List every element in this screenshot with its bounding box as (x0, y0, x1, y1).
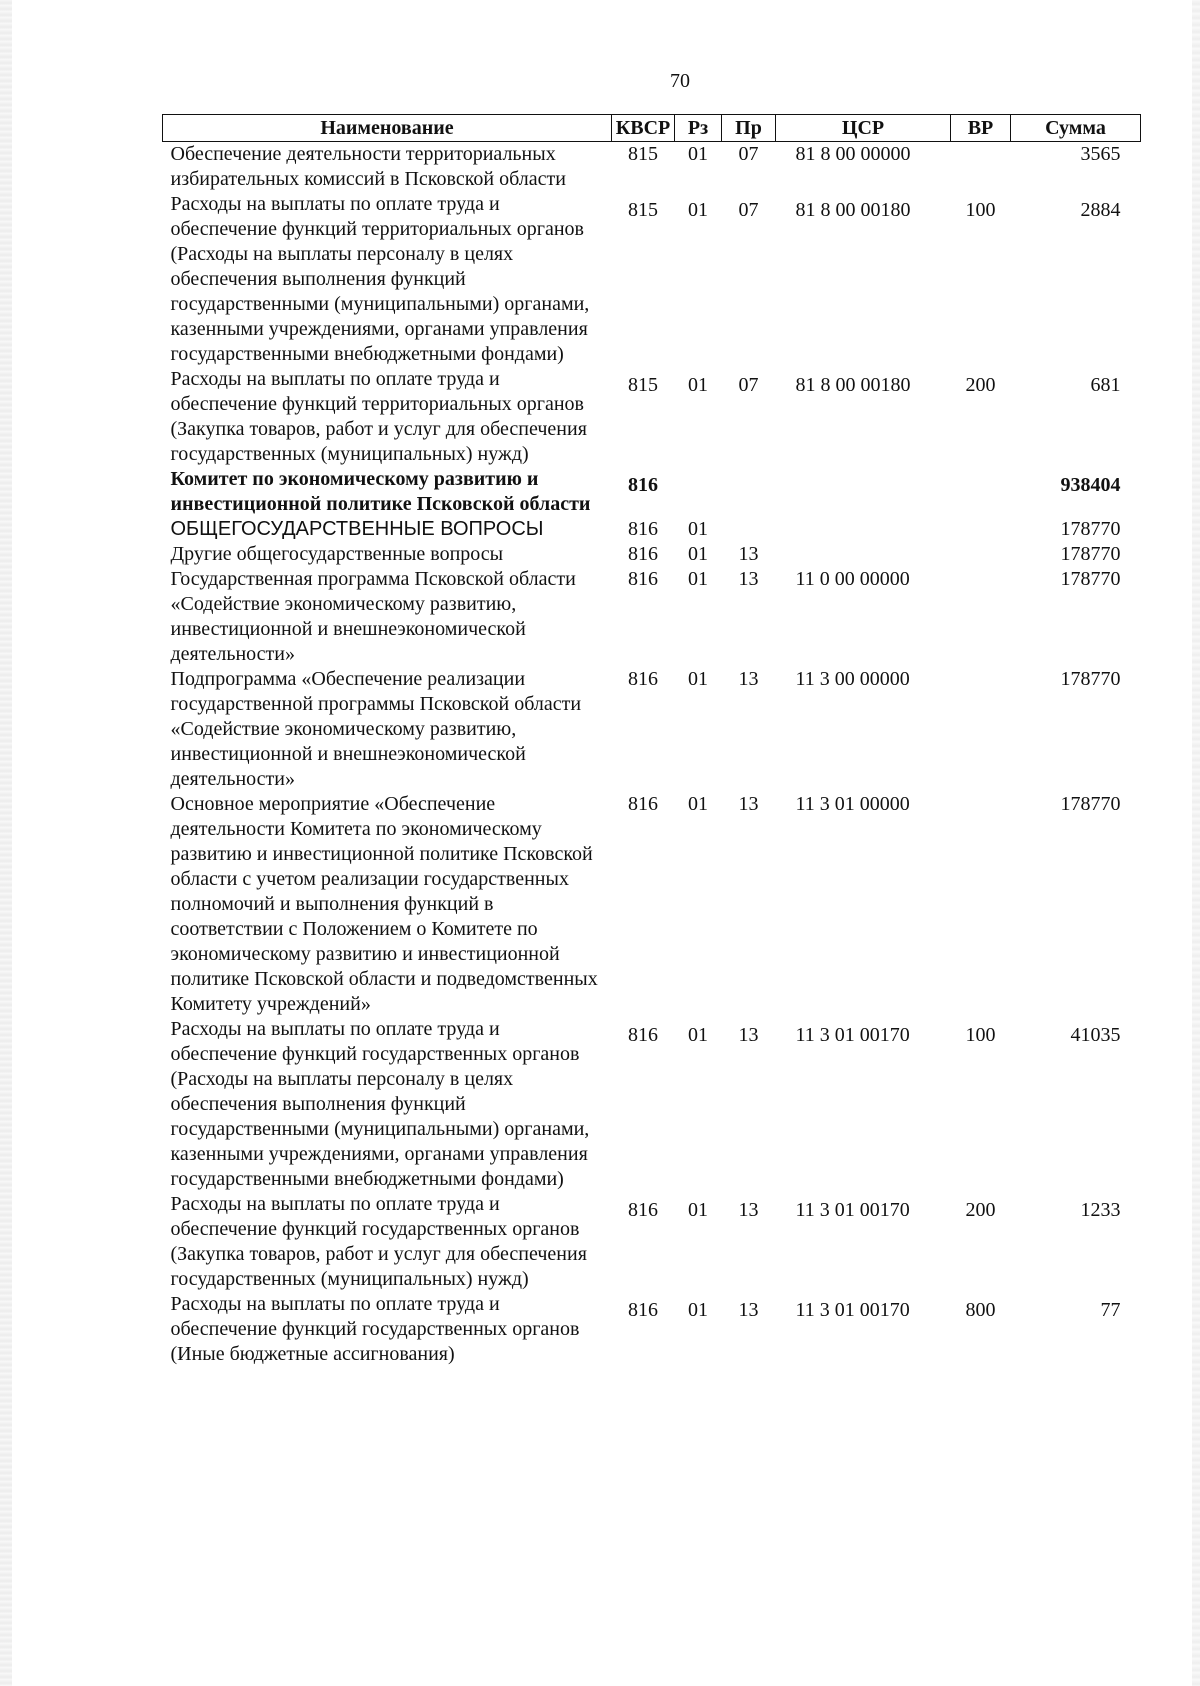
header-csr: ЦСР (776, 115, 951, 142)
table-row (163, 1292, 1141, 1367)
cell-csr: 11 3 01 00170 (795, 1299, 910, 1321)
cell-pr: 13 (738, 1199, 759, 1221)
cell-rz: 01 (688, 199, 708, 221)
table-row (163, 517, 1141, 542)
cell-rz (675, 467, 722, 517)
cell-name: Другие общегосударственные вопросы (170, 543, 504, 565)
cell-csr: 11 3 01 00170 (795, 1024, 910, 1046)
cell-pr: 13 (738, 568, 759, 590)
cell-sum: 178770 (1060, 793, 1121, 815)
cell-sum: 2884 (1080, 199, 1121, 221)
header-pr: Пр (722, 115, 776, 142)
table-row (163, 367, 1141, 467)
cell-vr: 100 (965, 199, 996, 221)
cell-kvsr: 815 (628, 374, 658, 396)
table-row (163, 1192, 1141, 1292)
cell-kvsr: 816 (628, 568, 658, 590)
cell-sum: 1233 (1080, 1199, 1121, 1221)
cell-vr: 100 (965, 1024, 996, 1046)
scan-left-edge (0, 0, 12, 1686)
cell-name: Комитет по экономическому развитию и инвестиционной политике Псковской области (170, 468, 591, 515)
cell-csr (776, 467, 951, 517)
cell-csr (776, 542, 951, 567)
cell-kvsr: 816 (628, 518, 658, 540)
cell-pr: 07 (738, 374, 759, 396)
cell-rz: 01 (688, 1024, 708, 1046)
cell-sum: 178770 (1060, 568, 1121, 590)
cell-rz: 01 (688, 793, 708, 815)
table-row (163, 142, 1141, 193)
table-header-row (163, 115, 1141, 142)
cell-name: Расходы на выплаты по оплате труда и обеспечение функций территориальных органов (Расходы на выплаты персоналу в целях обеспечения выполнения функций государственными (муниципальными) органами, казенными учреждениями, органами управления государственными внебюджетными фондами) (170, 193, 590, 365)
cell-pr: 07 (738, 143, 759, 165)
cell-rz: 01 (688, 543, 708, 565)
cell-sum: 681 (1090, 374, 1121, 396)
cell-kvsr: 816 (628, 668, 658, 690)
table-row (163, 567, 1141, 667)
cell-rz: 01 (688, 1199, 708, 1221)
cell-kvsr: 816 (628, 1024, 658, 1046)
table-row (163, 792, 1141, 1017)
cell-name: Расходы на выплаты по оплате труда и обеспечение функций государственных органов (Иные бюджетные ассигнования) (170, 1293, 580, 1365)
cell-sum: 178770 (1060, 668, 1121, 690)
cell-kvsr: 815 (628, 199, 658, 221)
cell-name: Расходы на выплаты по оплате труда и обеспечение функций территориальных органов (Закупка товаров, работ и услуг для обеспечения государственных (муниципальных) нужд) (170, 368, 587, 465)
cell-csr: 81 8 00 00180 (795, 199, 911, 221)
table-row (163, 667, 1141, 792)
cell-name: ОБЩЕГОСУДАРСТВЕННЫЕ ВОПРОСЫ (170, 518, 544, 540)
cell-kvsr: 816 (628, 1199, 658, 1221)
header-rz: Рз (675, 115, 722, 142)
cell-pr: 13 (738, 793, 759, 815)
cell-pr: 13 (738, 1024, 759, 1046)
cell-csr: 11 3 01 00000 (795, 793, 910, 815)
table-row (163, 1017, 1141, 1192)
cell-vr (951, 517, 1011, 542)
cell-pr: 13 (738, 668, 759, 690)
cell-pr: 13 (738, 543, 759, 565)
header-name: Наименование (163, 115, 612, 142)
cell-pr: 13 (738, 1299, 759, 1321)
cell-sum: 938404 (1060, 474, 1121, 496)
cell-vr (951, 542, 1011, 567)
cell-vr: 200 (965, 374, 996, 396)
cell-csr: 11 0 00 00000 (795, 568, 910, 590)
cell-pr (722, 517, 776, 542)
cell-name: Расходы на выплаты по оплате труда и обеспечение функций государственных органов (Закупка товаров, работ и услуг для обеспечения государственных (муниципальных) нужд) (170, 1193, 587, 1290)
cell-vr (951, 142, 1011, 193)
cell-rz: 01 (688, 518, 708, 540)
cell-kvsr: 816 (628, 543, 658, 565)
page-number: 70 (670, 70, 690, 92)
table-row (163, 192, 1141, 367)
cell-sum: 41035 (1070, 1024, 1121, 1046)
table-body (163, 142, 1141, 1368)
cell-name: Расходы на выплаты по оплате труда и обеспечение функций государственных органов (Расходы на выплаты персоналу в целях обеспечения выполнения функций государственными (муниципальными) органами, казенными учреждениями, органами управления государственными внебюджетными фондами) (170, 1018, 590, 1190)
scan-right-edge (1192, 0, 1200, 1686)
cell-pr: 07 (738, 199, 759, 221)
cell-pr (722, 467, 776, 517)
cell-name: Основное мероприятие «Обеспечение деятельности Комитета по экономическому развитию и инвестиционной политике Псковской области с учетом реализации государственных полномочий и выполнения функций в соответствии с Положением о Комитете по экономическому развитию и инвестиционной политике Псковской области и подведомственных Комитету учреждений» (170, 793, 598, 1015)
table-row (163, 542, 1141, 567)
cell-csr (776, 517, 951, 542)
cell-rz: 01 (688, 668, 708, 690)
cell-kvsr: 815 (628, 143, 658, 165)
cell-kvsr: 816 (628, 474, 658, 496)
cell-csr: 11 3 01 00170 (795, 1199, 910, 1221)
cell-csr: 11 3 00 00000 (795, 668, 910, 690)
cell-vr: 200 (965, 1199, 996, 1221)
cell-sum: 77 (1100, 1299, 1121, 1321)
cell-vr: 800 (965, 1299, 996, 1321)
cell-vr (951, 792, 1011, 1017)
cell-rz: 01 (688, 374, 708, 396)
cell-vr (951, 667, 1011, 792)
cell-vr (951, 467, 1011, 517)
cell-sum: 3565 (1080, 143, 1121, 165)
cell-sum: 178770 (1060, 518, 1121, 540)
cell-sum: 178770 (1060, 543, 1121, 565)
cell-rz: 01 (688, 1299, 708, 1321)
cell-rz: 01 (688, 143, 708, 165)
table-row (163, 467, 1141, 517)
cell-name: Обеспечение деятельности территориальных избирательных комиссий в Псковской области (170, 143, 566, 190)
cell-rz: 01 (688, 568, 708, 590)
cell-csr: 81 8 00 00180 (795, 374, 911, 396)
header-sum: Сумма (1011, 115, 1141, 142)
cell-name: Подпрограмма «Обеспечение реализации государственной программы Псковской области «Содействие экономическому развитию, инвестиционной и внешнеэкономической деятельности» (170, 668, 582, 790)
header-kvsr: КВСР (612, 115, 675, 142)
budget-table (162, 114, 1141, 1367)
cell-kvsr: 816 (628, 1299, 658, 1321)
cell-name: Государственная программа Псковской области «Содействие экономическому развитию, инвестиционной и внешнеэкономической деятельности» (170, 568, 576, 665)
cell-vr (951, 567, 1011, 667)
cell-csr: 81 8 00 00000 (795, 143, 911, 165)
cell-kvsr: 816 (628, 793, 658, 815)
header-vr: ВР (951, 115, 1011, 142)
